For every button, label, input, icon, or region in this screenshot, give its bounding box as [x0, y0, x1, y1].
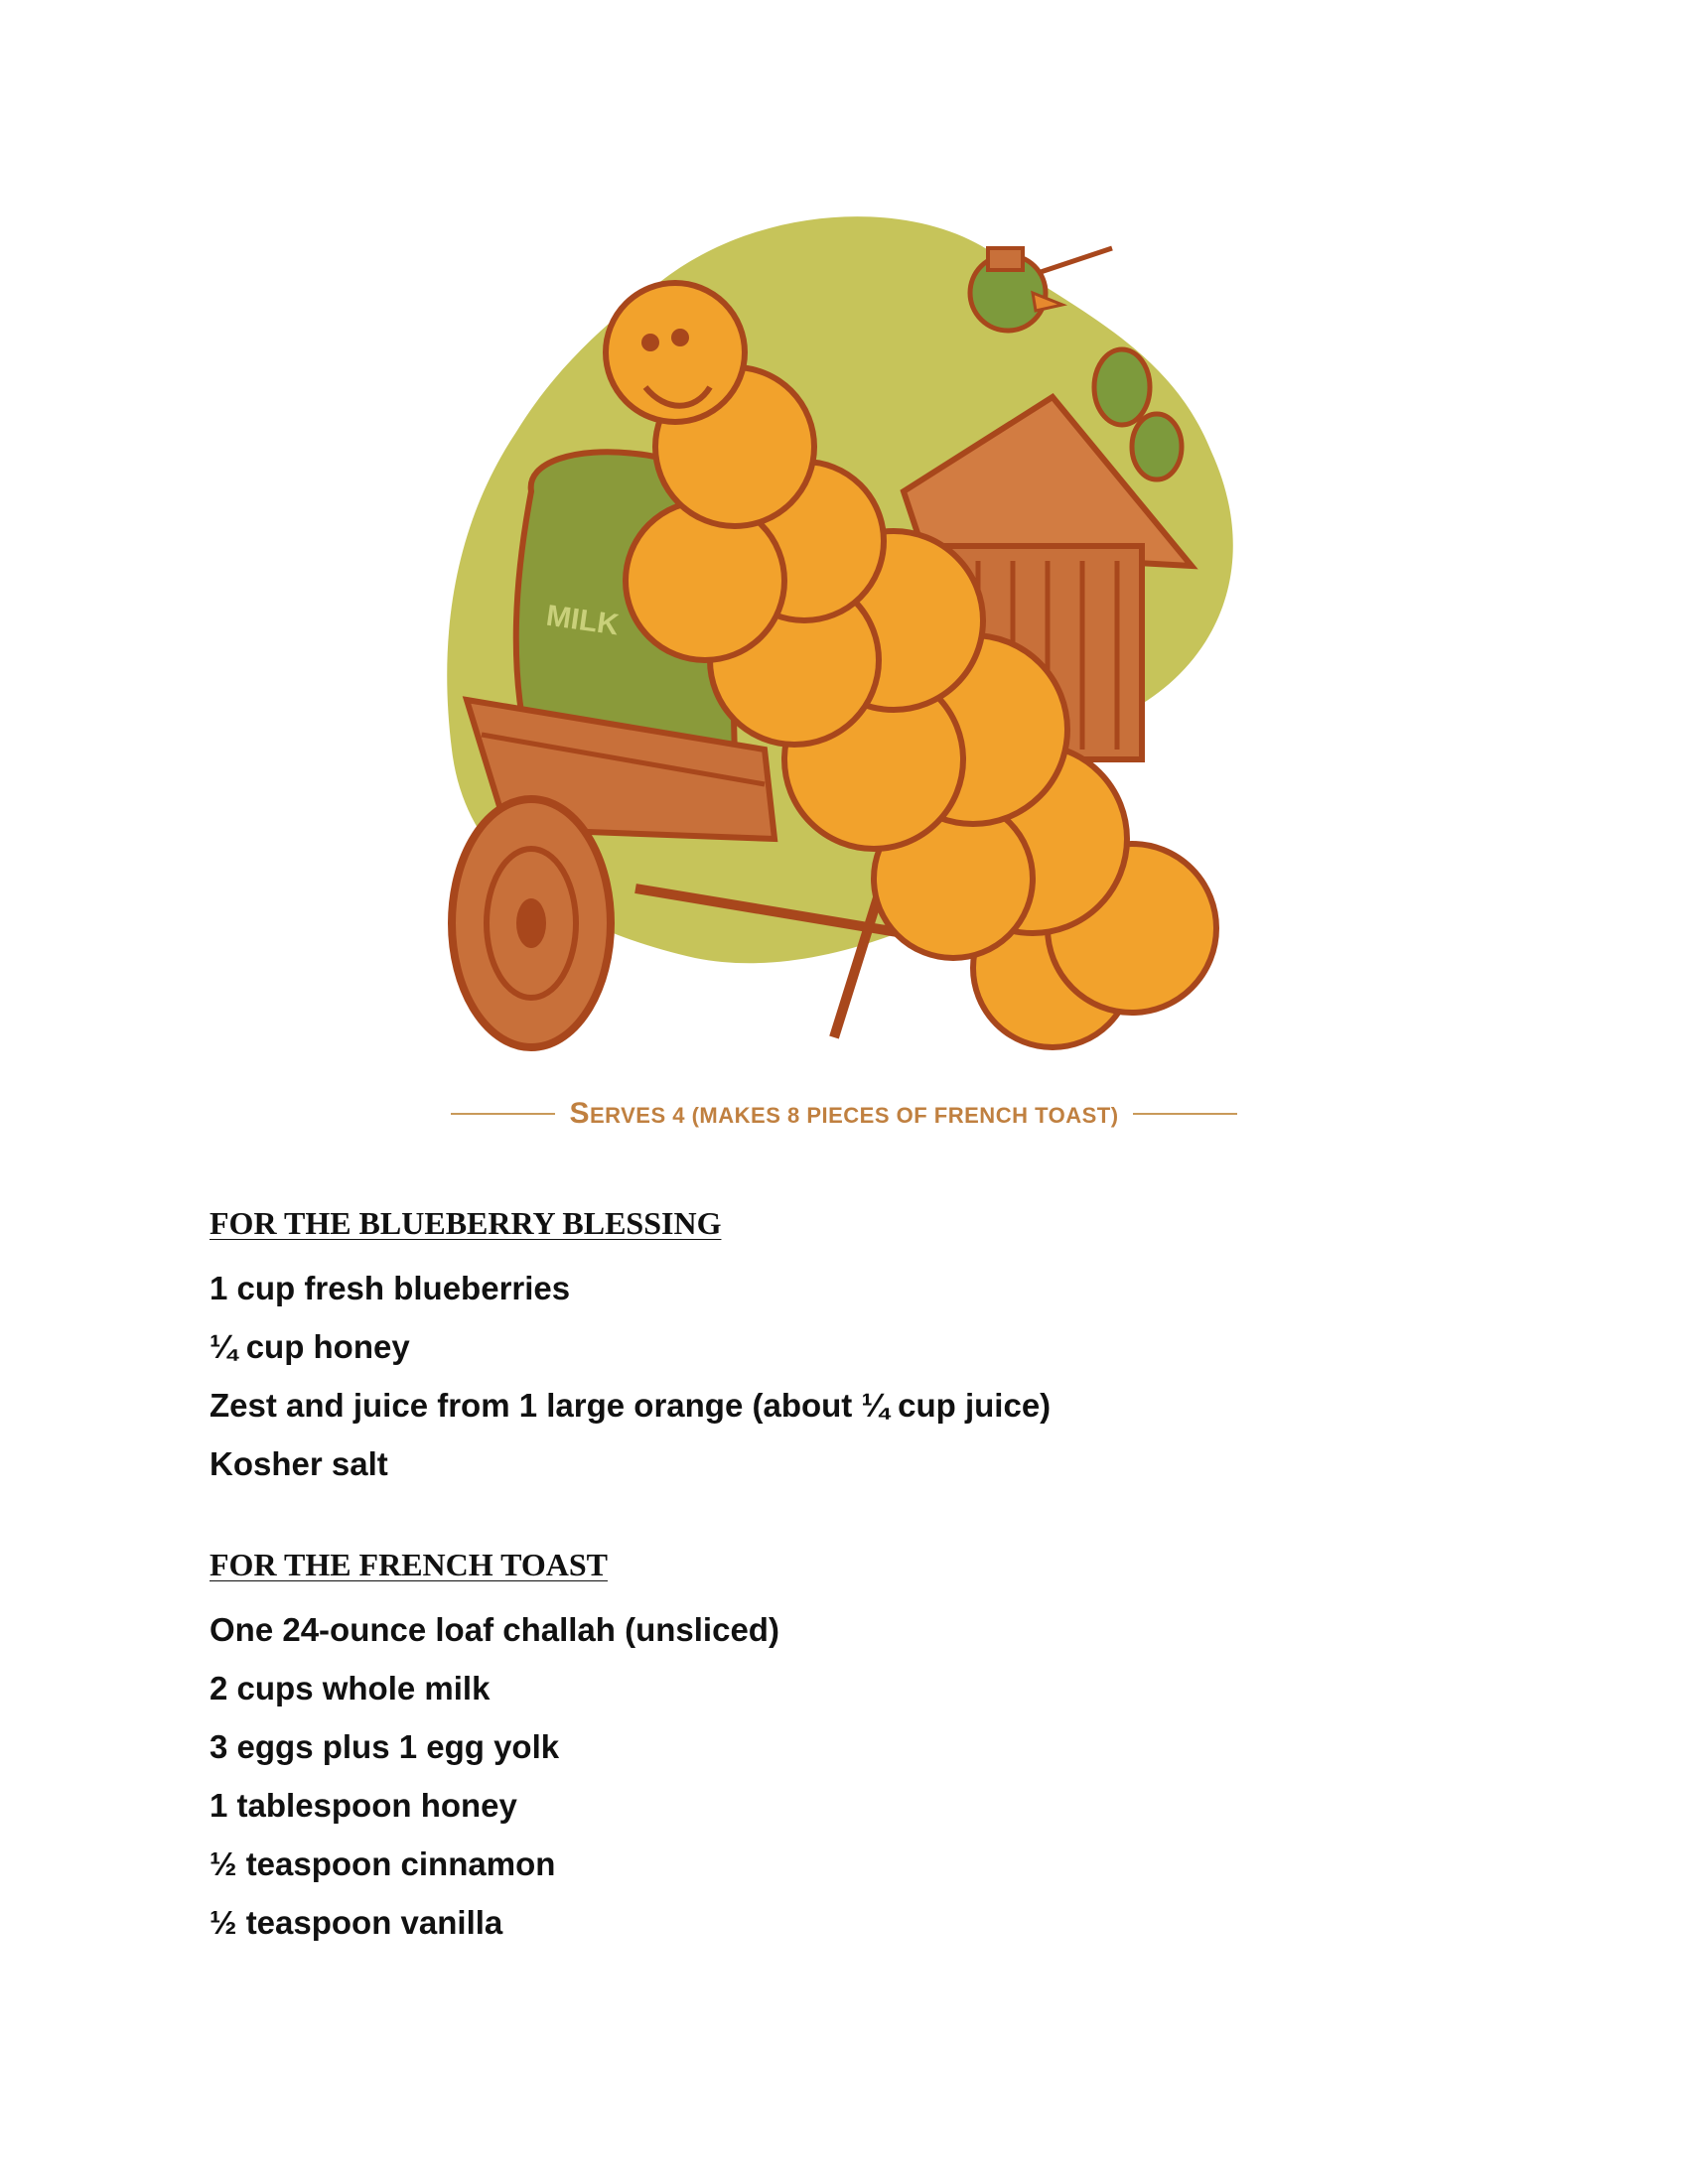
section-blueberry-blessing [210, 1201, 1500, 1493]
serves-rest: ERVES 4 (MAKES 8 PIECES OF FRENCH TOAST) [589, 1103, 1119, 1128]
section-heading: FOR THE FRENCH TOAST [210, 1547, 608, 1582]
ingredient-item: Kosher salt [210, 1445, 388, 1482]
serves-rule-left [451, 1113, 555, 1115]
ingredient-item: 2 cups whole milk [210, 1670, 491, 1706]
ingredient-item: ½ teaspoon vanilla [210, 1904, 503, 1941]
svg-text:MILK: MILK [544, 599, 622, 642]
ingredient-list [210, 1259, 1500, 1493]
ingredient-item: 1 tablespoon honey [210, 1787, 517, 1824]
serves-rule-right [1133, 1113, 1237, 1115]
bread-cart-icon [437, 194, 1311, 1057]
ingredient-item: 1 cup fresh blueberries [210, 1270, 571, 1306]
wheel-icon [452, 799, 611, 1047]
ingredient-item: Zest and juice from 1 large orange (about ¼ cup juice) [210, 1387, 1052, 1424]
section-heading: FOR THE BLUEBERRY BLESSING [210, 1205, 722, 1241]
bread-cart-illustration [437, 194, 1311, 1057]
ingredient-list [210, 1600, 1500, 1952]
serves-text [569, 1097, 1118, 1131]
ingredient-item: One 24-ounce loaf challah (unsliced) [210, 1611, 779, 1648]
ingredient-item: 3 eggs plus 1 egg yolk [210, 1728, 560, 1765]
serves-line [417, 1097, 1271, 1131]
ingredient-item: ½ teaspoon cinnamon [210, 1845, 556, 1882]
ingredient-item: ¼ cup honey [210, 1328, 410, 1365]
serves-first-letter: S [569, 1097, 590, 1130]
section-french-toast [210, 1543, 1500, 1952]
recipe-ingredients [210, 1201, 1500, 1952]
